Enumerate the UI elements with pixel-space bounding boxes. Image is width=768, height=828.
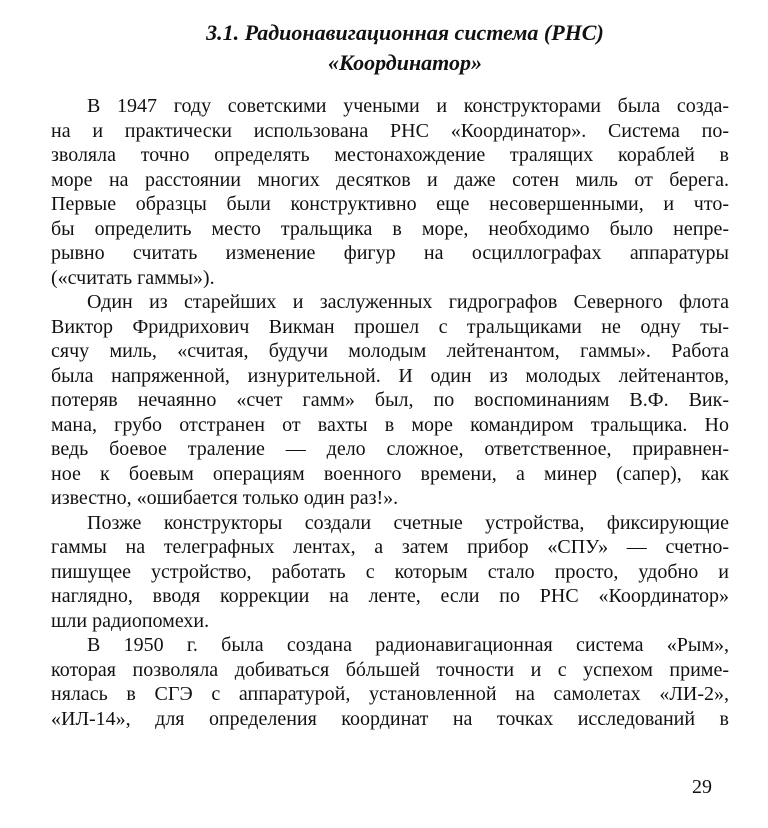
text-line: море на расстоянии многих десятков и даже сотен миль от берега. <box>51 168 729 191</box>
text-line: В 1950 г. была создана радионавигационная система «Рым», <box>87 634 729 656</box>
section-heading-line-2: «Координатор» <box>328 50 482 75</box>
text-line: В 1947 году советскими учеными и конструкторами была созда- <box>87 95 729 117</box>
text-line: сячу миль, «считая, будучи молодым лейтенантом, гаммы». Работа <box>51 340 729 362</box>
text-line: шли радиопомехи. <box>51 609 210 632</box>
text-line: мана, грубо отстранен от вахты в море командиром тральщика. Но <box>51 413 729 436</box>
text-line: которая позволяла добиваться бóльшей точности и с успехом приме- <box>51 658 729 681</box>
text-line: наглядно, вводя коррекции на ленте, если по РНС «Координатор» <box>51 585 729 607</box>
section-heading <box>80 18 730 78</box>
page-number: 29 <box>692 776 712 798</box>
text-line: Первые образцы были конструктивно еще несовершенными, и что- <box>51 193 729 215</box>
text-line: ведь боевое траление — дело сложное, ответственное, приравнен- <box>51 438 729 460</box>
text-line: пишущее устройство, работать с которым стало просто, удобно и <box>51 560 729 583</box>
section-heading-line-1: 3.1. Радионавигационная система (РНС) <box>206 20 604 45</box>
text-line: потеряв нечаянно «счет гамм» был, по воспоминаниям В.Ф. Вик- <box>51 389 729 411</box>
text-line: ное к боевым операциям военного времени, а минер (сапер), как <box>51 462 729 485</box>
text-line: «ИЛ-14», для определения координат на точках исследований в <box>51 707 729 730</box>
paragraph-2 <box>51 290 729 511</box>
paragraph-4 <box>51 633 729 731</box>
text-line: бы определить место тральщика в море, необходимо было непре- <box>51 217 729 240</box>
text-line: Позже конструкторы создали счетные устройства, фиксирующие <box>87 511 729 534</box>
text-line: на и практически использована РНС «Координатор». Система по- <box>51 119 729 142</box>
text-line: рывно считать изменение фигур на осциллографах аппаратуры <box>51 242 729 264</box>
text-line: Виктор Фридрихович Викман прошел с тральщиками не одну ты- <box>51 315 729 338</box>
paragraph-1 <box>51 94 729 290</box>
text-line: Один из старейших и заслуженных гидрографов Северного флота <box>87 291 729 313</box>
text-line: нялась в СГЭ с аппаратурой, установленной на самолетах «ЛИ-2», <box>51 683 729 705</box>
text-line: зволяла точно определять местонахождение тралящих кораблей в <box>51 144 729 166</box>
text-line: гаммы на телеграфных лентах, а затем прибор «СПУ» — счетно- <box>51 536 729 558</box>
text-line: была напряженной, изнурительной. И один из молодых лейтенантов, <box>51 364 729 387</box>
paragraph-3 <box>51 511 729 634</box>
text-line: известно, «ошибается только один раз!». <box>51 487 399 509</box>
body-text <box>51 94 729 731</box>
text-line: («считать гаммы»). <box>51 266 215 289</box>
